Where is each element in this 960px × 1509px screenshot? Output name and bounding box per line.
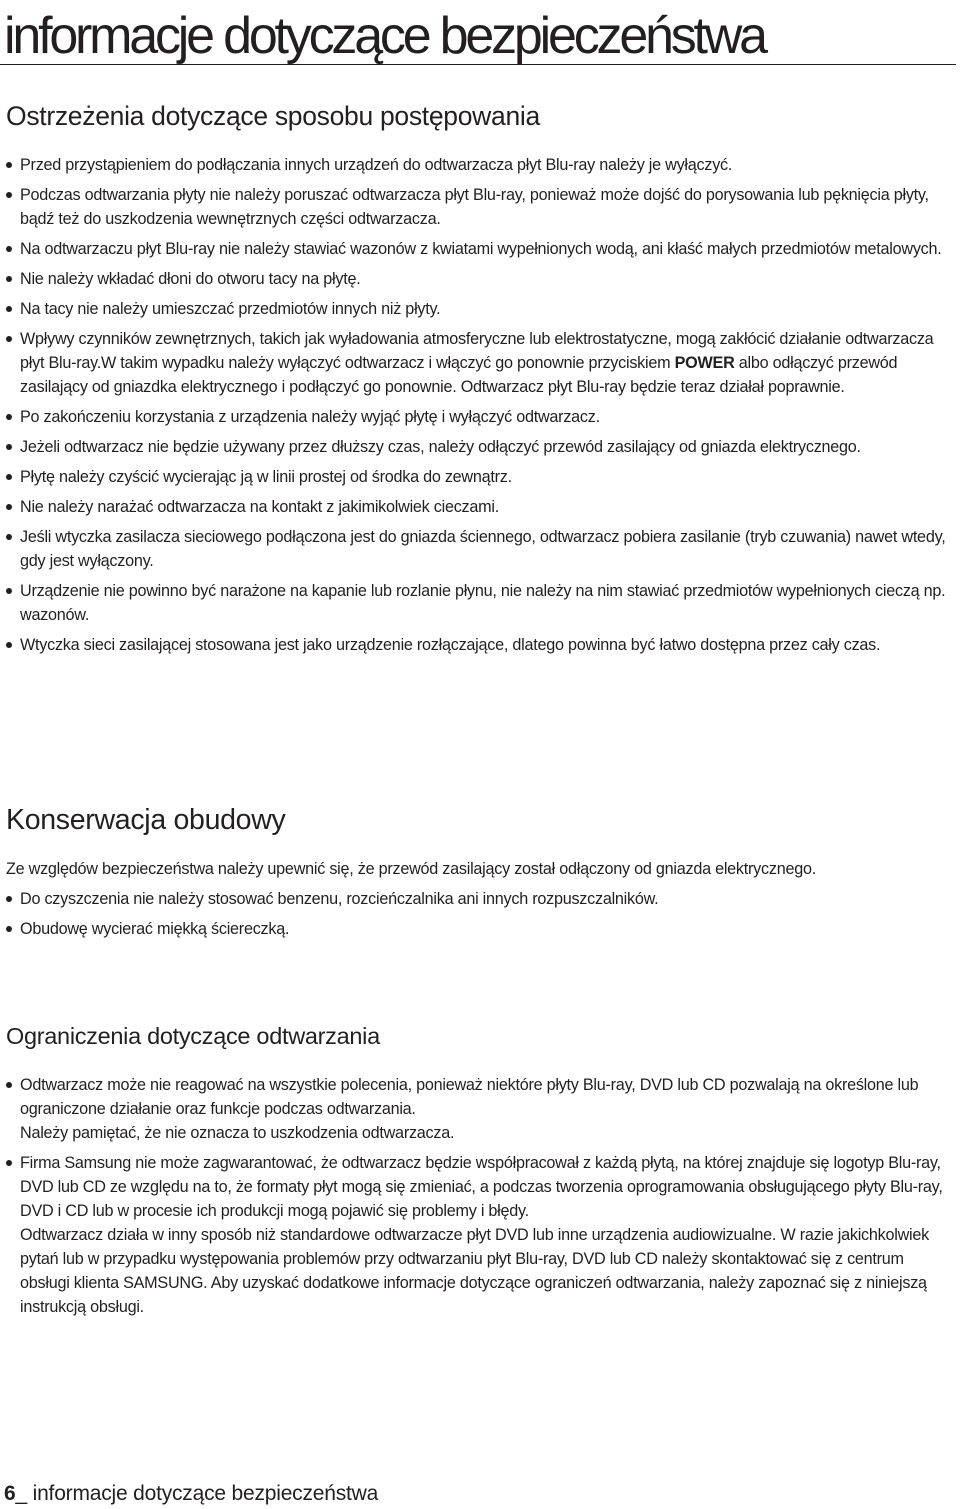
list-item-text: Na tacy nie należy umieszczać przedmiotów innych niż płyty. (20, 300, 441, 318)
bullet-icon (6, 162, 12, 168)
list-item (6, 525, 954, 573)
list-item-text: Podczas odtwarzania płyty nie należy poruszać odtwarzacza płyt Blu-ray, ponieważ może dojść do porysowania lub pęknięcia płyty, bądź też do uszkodzenia wewnętrznych części odtwarzacza. (20, 186, 929, 228)
bullet-icon (6, 1160, 12, 1166)
list-item-text: Nie należy wkładać dłoni do otworu tacy na płytę. (20, 270, 361, 288)
section-cabinet-care (6, 803, 954, 947)
list-item-interference (6, 327, 954, 399)
bullet-icon (6, 504, 12, 510)
power-button-label: POWER (674, 354, 735, 372)
section-handling-warnings (6, 99, 954, 663)
list-item-text: Jeśli wtyczka zasilacza sieciowego podłączona jest do gniazda ściennego, odtwarzacz pobiera zasilanie (tryb czuwania) nawet wtedy, gdy jest wyłączony. (20, 528, 946, 570)
list-item (6, 917, 954, 941)
list-item-text: Przed przystąpieniem do podłączania innych urządzeń do odtwarzacza płyt Blu-ray należy je wyłączyć. (20, 156, 733, 174)
list-item (6, 297, 954, 321)
list-item-text: Wtyczka sieci zasilającej stosowana jest jako urządzenie rozłączające, dlatego powinna być łatwo dostępna przez cały czas. (20, 636, 881, 654)
bullet-icon (6, 588, 12, 594)
list-item (6, 887, 954, 911)
list-item-text: Nie należy narażać odtwarzacza na kontakt z jakimikolwiek cieczami. (20, 498, 499, 516)
cabinet-intro: Ze względów bezpieczeństwa należy upewnić się, że przewód zasilający został odłączony od gniazda elektrycznego. (6, 860, 816, 878)
bullet-icon (6, 192, 12, 198)
title-divider (0, 64, 956, 65)
footer-label: informacje dotyczące bezpieczeństwa (32, 1482, 379, 1505)
list-item (6, 579, 954, 627)
list-item-text: Płytę należy czyścić wycierając ją w linii prostej od środka do zewnątrz. (20, 468, 512, 486)
restrictions-list (6, 1073, 954, 1319)
list-item-text: Po zakończeniu korzystania z urządzenia należy wyjąć płytę i wyłączyć odtwarzacz. (20, 408, 600, 426)
bullet-icon (6, 1082, 12, 1088)
section-heading-cabinet: Konserwacja obudowy (6, 804, 286, 836)
list-item (6, 267, 954, 291)
list-item (6, 495, 954, 519)
cabinet-list (6, 887, 954, 941)
page-footer (4, 1482, 378, 1506)
section-heading-restrictions: Ograniczenia dotyczące odtwarzania (6, 1023, 380, 1049)
bullet-icon (6, 642, 12, 648)
page-number: 6 (4, 1482, 16, 1505)
list-item-text: Urządzenie nie powinno być narażone na kapanie lub rozlanie płynu, nie należy na nim stawiać przedmiotów wypełnionych cieczą np. wazonów. (20, 582, 946, 624)
bullet-icon (6, 444, 12, 450)
section-heading-handling: Ostrzeżenia dotyczące sposobu postępowania (6, 101, 540, 131)
bullet-icon (6, 534, 12, 540)
list-item-text: Obudowę wycierać miękką ściereczką. (20, 920, 290, 938)
list-item (6, 237, 954, 261)
list-item (6, 183, 954, 231)
list-item (6, 405, 954, 429)
footer-separator: _ (15, 1482, 27, 1505)
bullet-icon (6, 246, 12, 252)
list-item-text: Na odtwarzaczu płyt Blu-ray nie należy stawiać wazonów z kwiatami wypełnionych wodą, ani kłaść małych przedmiotów metalowych. (20, 240, 942, 258)
section-playback-restrictions (6, 1019, 954, 1325)
list-item-text: Odtwarzacz może nie reagować na wszystkie polecenia, ponieważ niektóre płyty Blu-ray, DVD lub CD pozwalają na określone lub ograniczone działanie oraz funkcje podczas odtwarzania. (20, 1076, 919, 1118)
list-item-text: Firma Samsung nie może zagwarantować, że odtwarzacz będzie współpracował z każdą płytą, na której znajduje się logotyp Blu-ray, DVD lub CD ze względu na to, że formaty płyt mogą się zmieniać, a podczas tworzenia oprogramowania obsługującego płyty Blu-ray, DVD i CD lub w procesie ich produkcji mogą pojawić się problemy i błędy. (20, 1154, 943, 1220)
handling-list (6, 153, 954, 657)
bullet-icon (6, 336, 12, 342)
list-item-note: Należy pamiętać, że nie oznacza to uszkodzenia odtwarzacza. (20, 1124, 455, 1142)
page-title: informacje dotyczące bezpieczeństwa (4, 7, 765, 65)
list-item (6, 465, 954, 489)
list-item-text: Do czyszczenia nie należy stosować benzenu, rozcieńczalnika ani innych rozpuszczalników. (20, 890, 659, 908)
bullet-icon (6, 896, 12, 902)
list-item-text: Jeżeli odtwarzacz nie będzie używany przez dłuższy czas, należy odłączyć przewód zasilający od gniazda elektrycznego. (20, 438, 861, 456)
list-item (6, 435, 954, 459)
interference-text-before: Wpływy czynników zewnętrznych, takich jak wyładowania atmosferyczne lub elektrostatyczne, mogą zakłócić działanie odtwarzacza płyt Blu-ray.W takim wypadku należy wyłączyć odtwarzacz i włączyć go ponownie przyciskiem (20, 330, 934, 372)
bullet-icon (6, 306, 12, 312)
bullet-icon (6, 926, 12, 932)
interference-text-after: albo odłączyć przewód zasilający od gniazdka elektrycznego i podłączyć go ponownie. Odtwarzacz płyt Blu-ray będzie teraz działał poprawnie. (20, 354, 898, 396)
list-item (6, 153, 954, 177)
bullet-icon (6, 276, 12, 282)
list-item (6, 633, 954, 657)
list-item (6, 1073, 954, 1145)
list-item-note: Odtwarzacz działa w inny sposób niż standardowe odtwarzacze płyt DVD lub inne urządzenia audiowizualne. W razie jakichkolwiek pytań lub w przypadku występowania problemów przy odtwarzaniu płyt Blu-ray, DVD lub CD należy skontaktować się z centrum obsługi klienta SAMSUNG. Aby uzyskać dodatkowe informacje dotyczące ograniczeń odtwarzania, należy zapoznać się z niniejszą instrukcją obsługi. (20, 1226, 929, 1316)
list-item (6, 1151, 954, 1319)
bullet-icon (6, 474, 12, 480)
bullet-icon (6, 414, 12, 420)
